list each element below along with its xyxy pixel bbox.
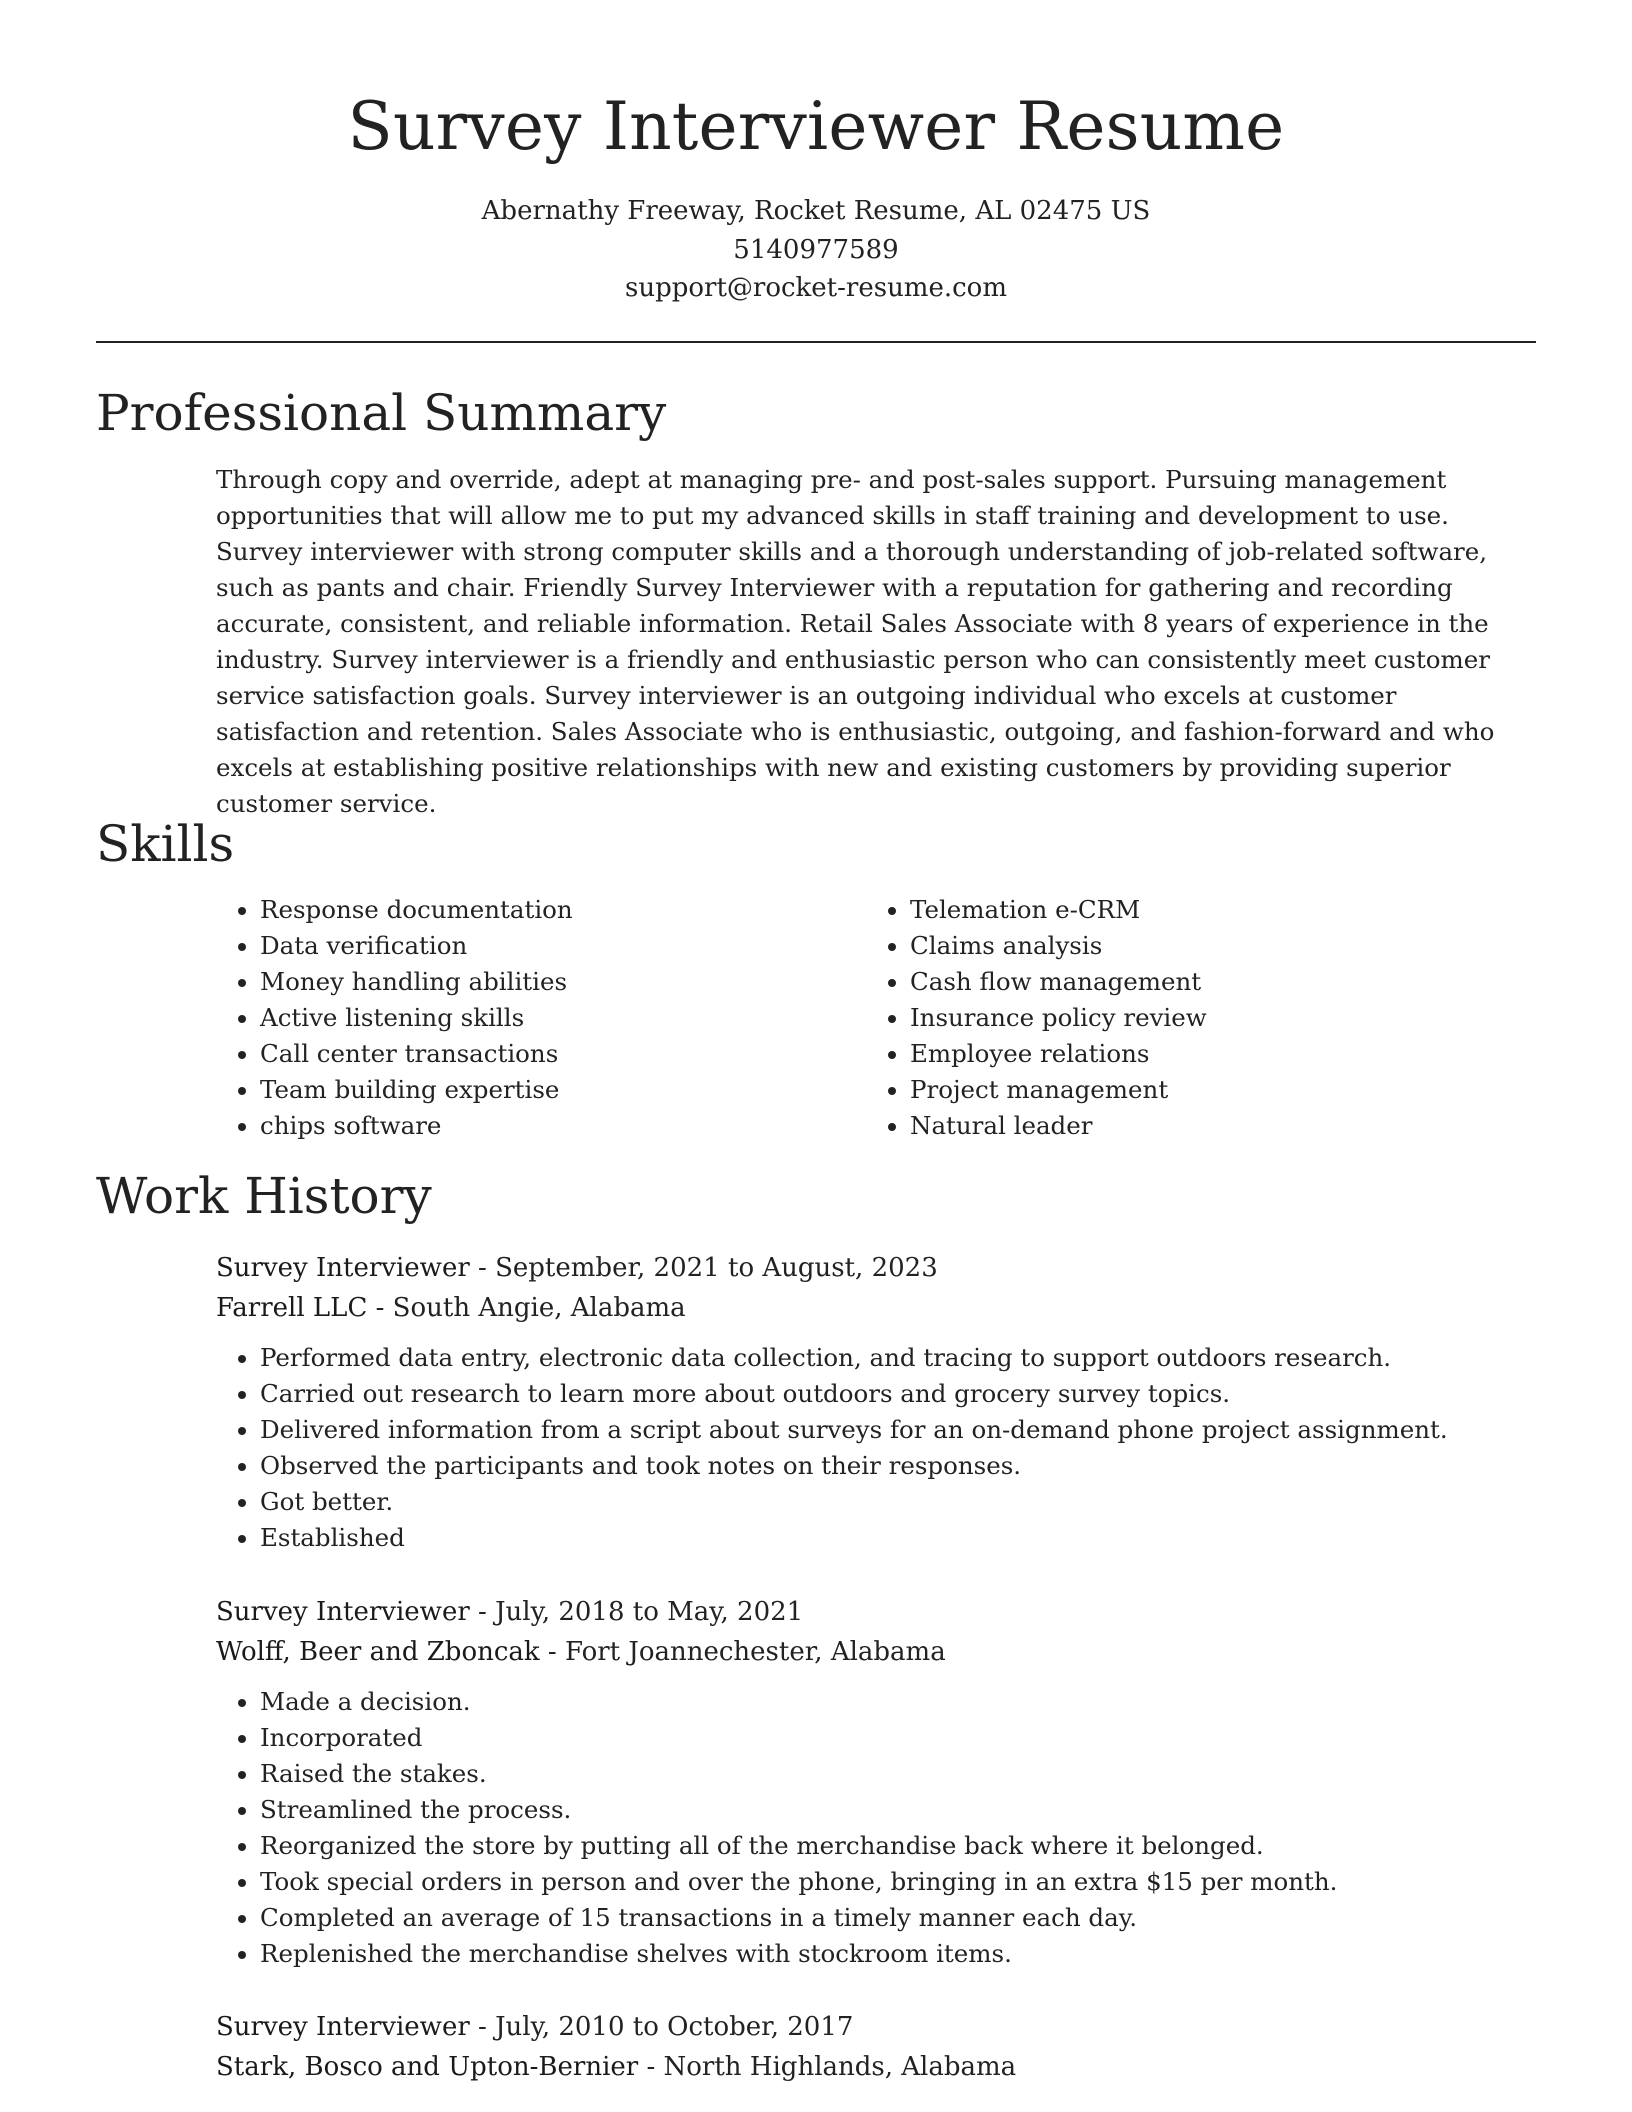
job-duty: • Performed data entry, electronic data collection, and tracing to support outdoors research. <box>260 1340 1538 1376</box>
skill-item: • Claims analysis <box>910 928 1526 964</box>
job-title-line <box>216 1592 1538 1632</box>
job-duty: • Completed an average of 15 transactions in a timely manner each day. <box>260 1900 1538 1936</box>
skills-column-left <box>216 892 836 1144</box>
job-duty: • Carried out research to learn more about outdoors and grocery survey topics. <box>260 1376 1538 1412</box>
job-company: Farrell LLC <box>216 1293 368 1323</box>
job-company-line <box>216 2047 1538 2087</box>
skill-item: • Natural leader <box>910 1108 1526 1144</box>
skill-item: • Response documentation <box>260 892 836 928</box>
job-dates: July, 2018 to May, 2021 <box>495 1597 804 1627</box>
job-duty: • Got better. <box>260 1484 1538 1520</box>
skill-item: • Employee relations <box>910 1036 1526 1072</box>
resume-title: Survey Interviewer Resume <box>347 88 1285 165</box>
contact-address: Abernathy Freeway, Rocket Resume, AL 02475 US <box>481 196 1151 226</box>
contact-phone: 5140977589 <box>733 234 899 265</box>
summary-heading: Professional Summary <box>96 384 667 442</box>
skill-item: • Data verification <box>260 928 836 964</box>
job-duty: • Took special orders in person and over the phone, bringing in an extra $15 per month. <box>260 1864 1538 1900</box>
skill-item: • Telemation e-CRM <box>910 892 1526 928</box>
job-separator: - <box>367 1293 393 1323</box>
job-duties-list <box>216 1684 1538 1972</box>
job-duty: • Observed the participants and took notes on their responses. <box>260 1448 1538 1484</box>
contact-info <box>96 192 1536 308</box>
job-company: Wolff, Beer and Zboncak <box>216 1637 540 1667</box>
skills-column-right <box>866 892 1526 1144</box>
job-duty: • Replenished the merchandise shelves with stockroom items. <box>260 1936 1538 1972</box>
job-entry <box>216 1248 1538 1556</box>
summary-text: Through copy and override, adept at managing pre- and post-sales support. Pursuing management opportunities that will allow me to put my advanced skills in staff training and development to use. Survey interviewer with strong computer skills and a thorough understanding of job-related software, such as pants and chair. Friendly Survey Interviewer with a reputation for gathering and recording accurate, consistent, and reliable information. Retail Sales Associate with 8 years of experience in the industry. Survey interviewer is a friendly and enthusiastic person who can consistently meet customer service satisfaction goals. Survey interviewer is an outgoing individual who excels at customer satisfaction and retention. Sales Associate who is enthusiastic, outgoing, and fashion-forward and who excels at establishing positive relationships with new and existing customers by providing superior customer service. <box>216 465 1495 818</box>
job-company-line <box>216 1288 1538 1328</box>
job-entry <box>216 1592 1538 1972</box>
job-title: Survey Interviewer <box>216 1253 470 1283</box>
skills-heading: Skills <box>96 815 235 873</box>
job-duty: • Delivered information from a script about surveys for an on-demand phone project assignment. <box>260 1412 1538 1448</box>
skill-item: • Call center transactions <box>260 1036 836 1072</box>
job-duty: • Made a decision. <box>260 1684 1538 1720</box>
job-separator: - <box>638 2052 664 2082</box>
job-duty: • Reorganized the store by putting all of the merchandise back where it belonged. <box>260 1828 1538 1864</box>
skill-item: • Money handling abilities <box>260 964 836 1000</box>
job-duty: • Established <box>260 1520 1538 1556</box>
job-location: North Highlands, Alabama <box>663 2052 1017 2082</box>
job-company: Stark, Bosco and Upton-Bernier <box>216 2052 639 2082</box>
job-separator: - <box>469 2012 496 2042</box>
contact-email: support@rocket-resume.com <box>624 273 1007 303</box>
job-separator: - <box>469 1253 496 1283</box>
skill-item: • Cash flow management <box>910 964 1526 1000</box>
job-location: South Angie, Alabama <box>392 1293 686 1323</box>
job-title-line <box>216 2007 1538 2047</box>
job-title: Survey Interviewer <box>216 2012 470 2042</box>
job-duty: • Streamlined the process. <box>260 1792 1538 1828</box>
job-duty: • Raised the stakes. <box>260 1756 1538 1792</box>
job-dates: July, 2010 to October, 2017 <box>495 2012 854 2042</box>
job-separator: - <box>469 1597 496 1627</box>
job-title-line <box>216 1248 1538 1288</box>
job-company-line <box>216 1632 1538 1672</box>
job-title: Survey Interviewer <box>216 1597 470 1627</box>
job-dates: September, 2021 to August, 2023 <box>495 1253 938 1283</box>
skills-list-left <box>216 892 836 1144</box>
job-separator: - <box>539 1637 565 1667</box>
job-location: Fort Joannechester, Alabama <box>564 1637 946 1667</box>
work-history-heading: Work History <box>96 1167 432 1225</box>
skill-item: • Team building expertise <box>260 1072 836 1108</box>
skill-item: • Project management <box>910 1072 1526 1108</box>
skill-item: • Active listening skills <box>260 1000 836 1036</box>
job-duty: • Incorporated <box>260 1720 1538 1756</box>
job-duties-list <box>216 1340 1538 1556</box>
header-divider <box>96 341 1536 343</box>
skills-list-right <box>866 892 1526 1144</box>
job-entry <box>216 2007 1538 2087</box>
skill-item: • Insurance policy review <box>910 1000 1526 1036</box>
resume-header <box>96 82 1536 308</box>
skill-item: • chips software <box>260 1108 836 1144</box>
